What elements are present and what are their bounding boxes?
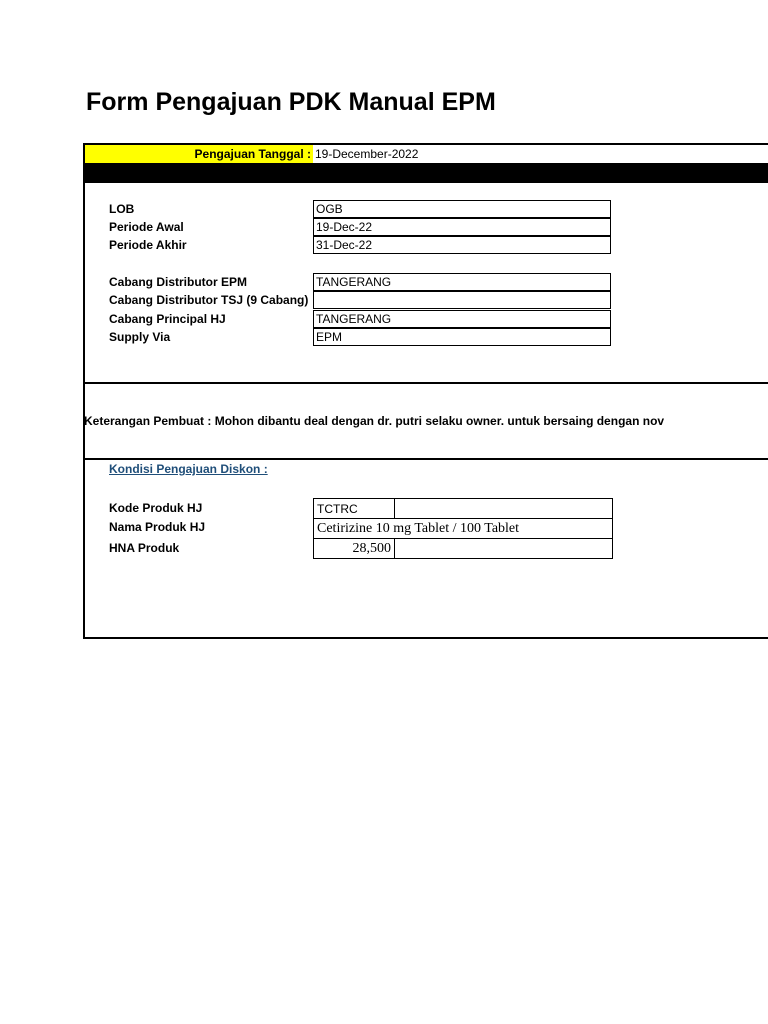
branch-principal-field[interactable]: TANGERANG (313, 310, 611, 328)
lob-label: LOB (109, 202, 135, 216)
hna-cell[interactable]: 28,500 (314, 539, 395, 559)
lob-field[interactable]: OGB (313, 200, 611, 218)
supply-via-field[interactable]: EPM (313, 328, 611, 346)
period-end-field[interactable]: 31-Dec-22 (313, 236, 611, 254)
product-code-label: Kode Produk HJ (109, 501, 203, 515)
submission-date-value[interactable]: 19-December-2022 (315, 147, 419, 161)
branch-principal-label: Cabang Principal HJ (109, 312, 226, 326)
product-table (313, 498, 613, 559)
discount-heading[interactable]: Kondisi Pengajuan Diskon : (109, 462, 268, 476)
branch-epm-field[interactable]: TANGERANG (313, 273, 611, 291)
section-divider (85, 382, 768, 384)
table-row (314, 519, 613, 539)
product-code-cell[interactable]: TCTRC (314, 499, 395, 519)
hna-extra-cell[interactable] (395, 539, 613, 559)
supply-via-label: Supply Via (109, 330, 171, 344)
creator-remarks[interactable]: Keterangan Pembuat : Mohon dibantu deal dengan dr. putri selaku owner. untuk bersaing dengan nov (84, 414, 665, 428)
product-name-cell[interactable]: Cetirizine 10 mg Tablet / 100 Tablet (314, 519, 613, 539)
branch-epm-label: Cabang Distributor EPM (109, 275, 248, 289)
hna-label: HNA Produk (109, 541, 180, 555)
product-code-extra-cell[interactable] (395, 499, 613, 519)
submission-date-label: Pengajuan Tanggal : (194, 147, 311, 161)
period-start-field[interactable]: 19-Dec-22 (313, 218, 611, 236)
table-row (314, 539, 613, 559)
branch-tsj-field[interactable] (313, 291, 611, 309)
period-end-label: Periode Akhir (109, 238, 187, 252)
period-start-label: Periode Awal (109, 220, 184, 234)
branch-tsj-label: Cabang Distributor TSJ (9 Cabang) (109, 293, 309, 307)
header-band (85, 163, 768, 183)
table-row (314, 499, 613, 519)
page-title: Form Pengajuan PDK Manual EPM (86, 88, 496, 116)
product-name-label: Nama Produk HJ (109, 520, 206, 534)
